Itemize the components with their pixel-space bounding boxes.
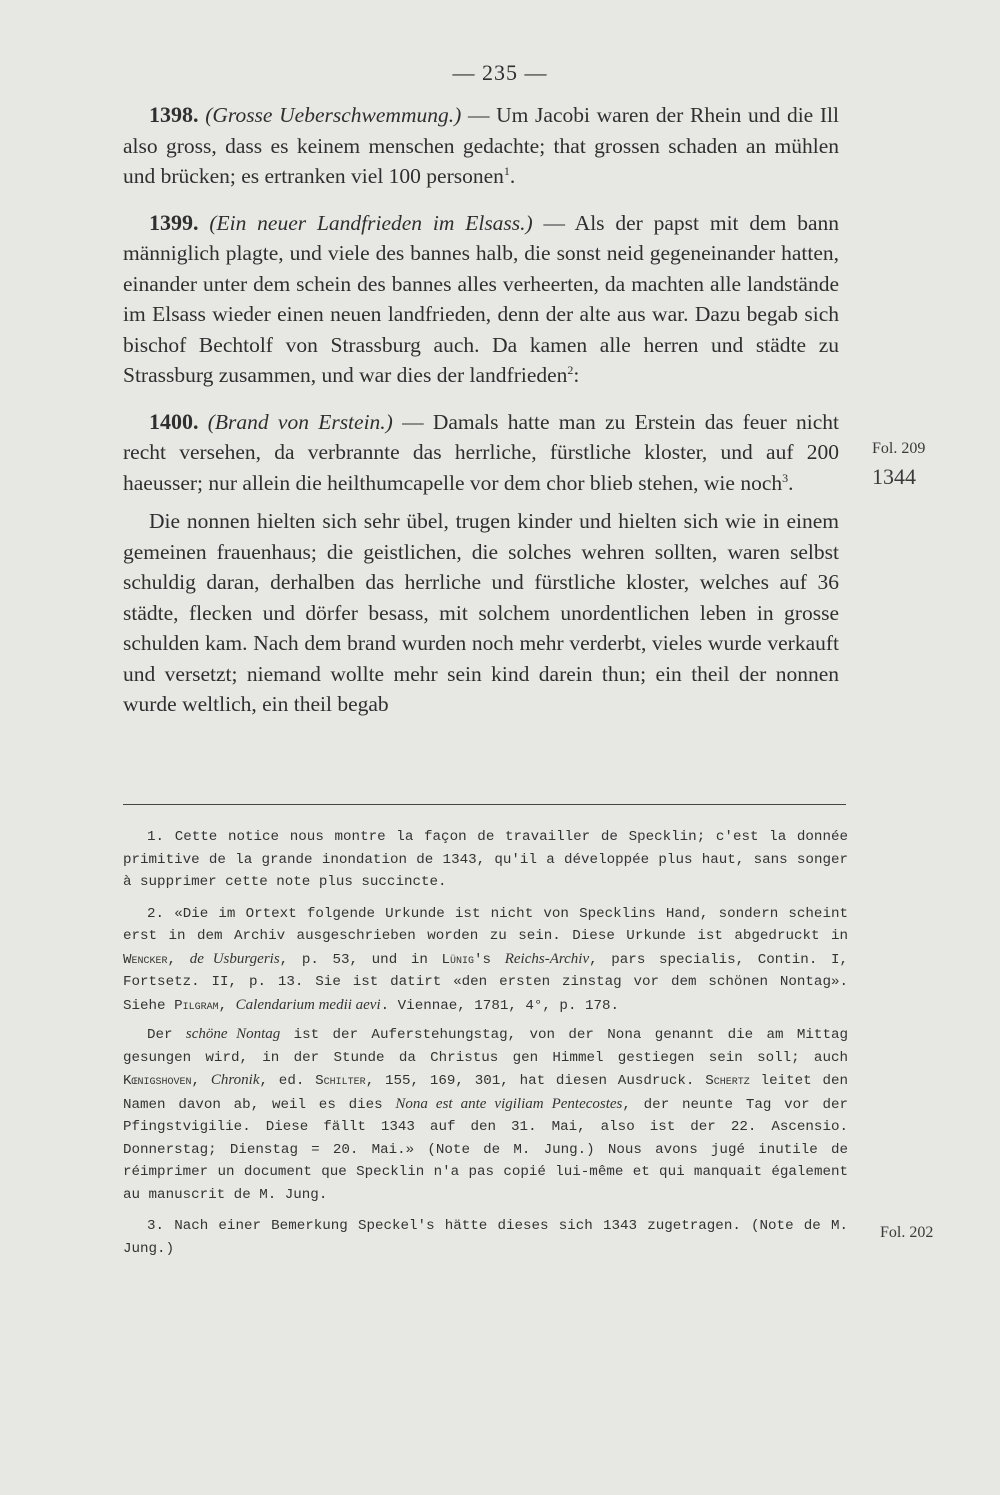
entry-year: 1398.: [149, 102, 199, 127]
work-title: Chronik: [210, 1072, 260, 1088]
text-run: leitet den Namen davon ab, weil es dies: [123, 1073, 849, 1113]
margin-folio-202: Fol. 202: [880, 1224, 934, 1241]
footnote-divider: [123, 804, 846, 805]
entry-text: — Als der papst mit dem bann männiglich plagte, und viele des bannes halb, die sonst neid gegeneinander hatten, einander unter dem schein des bannes alles verheerten, da machten alle landstände im Elsass wieder einen neuen landfrieden, denn der alte aus war. Dazu begab sich bischof Bechtolf von Strassburg auch. Da kamen alle herren und städte zu Strassburg zusammen, und war dies der landfrieden: [123, 210, 839, 387]
footnote-1: [123, 826, 848, 894]
entry-tail: :: [573, 363, 580, 387]
footnote-3: [123, 1215, 848, 1260]
entry-tail: .: [509, 164, 516, 188]
author-name: Pilgram: [174, 997, 219, 1014]
entry-title: (Grosse Ueberschwemmung.): [205, 103, 462, 127]
entry-year: 1399.: [149, 209, 199, 235]
entry-title: (Ein neuer Landfrieden im Elsass.): [209, 210, 533, 235]
text-run: Der: [147, 1027, 186, 1043]
entry-title: (Brand von Erstein.): [207, 409, 393, 434]
entry-text: — Damals hatte man zu Erstein das feuer nicht recht versehen, da verbrannte das herrliche, fürstliche kloster, und auf 200 haeusser; nur allein die heilthumcapelle vor dem chor blieb stehen, wie noch: [123, 409, 840, 495]
text-run: . Viennae, 1781, 4°, p. 178.: [380, 997, 620, 1014]
footnote-ref[interactable]: 2: [567, 362, 574, 377]
author-name: Kœnigshoven: [123, 1073, 192, 1089]
work-title: Calendarium medii aevi: [235, 996, 381, 1013]
text-run: , pars specialis, Contin. I, Fortsetz. II, p. 13. Sie ist datirt «den ersten zinstag vor dem schönen Nontag». Siehe: [123, 951, 849, 1014]
work-title: Nona est ante vigiliam Pentecostes: [395, 1095, 623, 1112]
entry-year: 1400.: [149, 408, 199, 434]
author-name: Wencker: [123, 951, 168, 968]
margin-year-1344: 1344: [872, 464, 916, 489]
text-run: ,: [167, 951, 190, 968]
text-run: ,: [191, 1073, 211, 1089]
text-run: , der neunte Tag vor der Pfingstvigilie. Diese fällt 1343 auf den 31. Mai, also ist der 22. Ascensio. Donnerstag; Dienstag = 20. Mai.» (Note de M. Jung.) Nous avons jugé inutile de réimprimer un document que Specklin n'a pas copié lui-même et qui manquait également au manuscrit de M. Jung.: [123, 1096, 848, 1203]
work-title: schöne Nontag: [185, 1026, 281, 1042]
entry-tail: .: [788, 470, 794, 495]
footnote-text: 1. Cette notice nous montre la façon de travailler de Specklin; c'est la donnée primitive de la grande inondation de 1343, qu'il a développée plus haut, sans songer à supprimer cette note plus succincte.: [123, 829, 848, 890]
footnote-ref[interactable]: 1: [503, 163, 510, 178]
page-number: — 235 —: [452, 60, 548, 85]
entry-1398: [123, 100, 839, 192]
entry-1400: [123, 407, 839, 499]
text-run: ist der Auferstehungstag, von der Nona genannt die am Mittag gesungen wird, in der Stunde da Christus gen Himmel gestiegen sein soll; auch: [123, 1027, 848, 1066]
entry-1400-continuation: Die nonnen hielten sich sehr übel, trugen kinder und hielten sich wie in einem gemeinen frauenhaus; die geistlichen, die solches wehren sollten, waren selbst schuldig daran, derhalben das herrliche und fürstliche kloster, welches auf 36 städte, flecken und dörfer besass, mit solchem unordentlichen leben in grosse schulden kam. Nach dem brand wurden noch mehr verderbt, vieles wurde verkauft und versetzt; niemand wollte mehr sein kind darein thun; ein theil der nonnen wurde weltlich, ein theil begab: [123, 509, 839, 716]
work-title: Reichs-Archiv: [504, 950, 590, 967]
footnote-ref[interactable]: 3: [782, 470, 789, 485]
footnotes: [123, 826, 848, 1269]
footnote-text: [123, 903, 848, 1018]
text-run: 2. «Die im Ortext folgende Urkunde ist nicht von Specklins Hand, sondern scheint erst in dem Archiv ausgeschrieben worden zu sein. Diese Urkunde ist abgedruckt in: [123, 905, 848, 944]
footnote-text: [123, 1023, 848, 1206]
text-run: , 155, 169, 301, hat diesen Ausdruck.: [365, 1073, 706, 1089]
author-name: Schertz: [705, 1073, 750, 1089]
author-name: Lünig: [441, 951, 475, 968]
author-name: Schilter: [315, 1073, 366, 1089]
footnote-text: 3. Nach einer Bemerkung Speckel's hätte dieses sich 1343 zugetragen. (Note de M. Jung.): [123, 1218, 848, 1257]
footnote-2: [123, 903, 848, 1207]
work-title: de Usburgeris: [189, 950, 280, 967]
text-run: , p. 53, und in: [279, 951, 442, 968]
text-run: 's: [474, 951, 505, 968]
entry-1399: [123, 208, 839, 391]
entry-text: — Um Jacobi waren der Rhein und die Ill also gross, dass es keinem menschen gedachte; that grossen schaden an mühlen und brücken; es ertranken viel 100 personen: [123, 103, 839, 188]
text-run: ,: [218, 997, 236, 1014]
text-run: , ed.: [259, 1073, 316, 1089]
main-text: [123, 100, 839, 736]
margin-folio-209: Fol. 209: [872, 440, 926, 457]
